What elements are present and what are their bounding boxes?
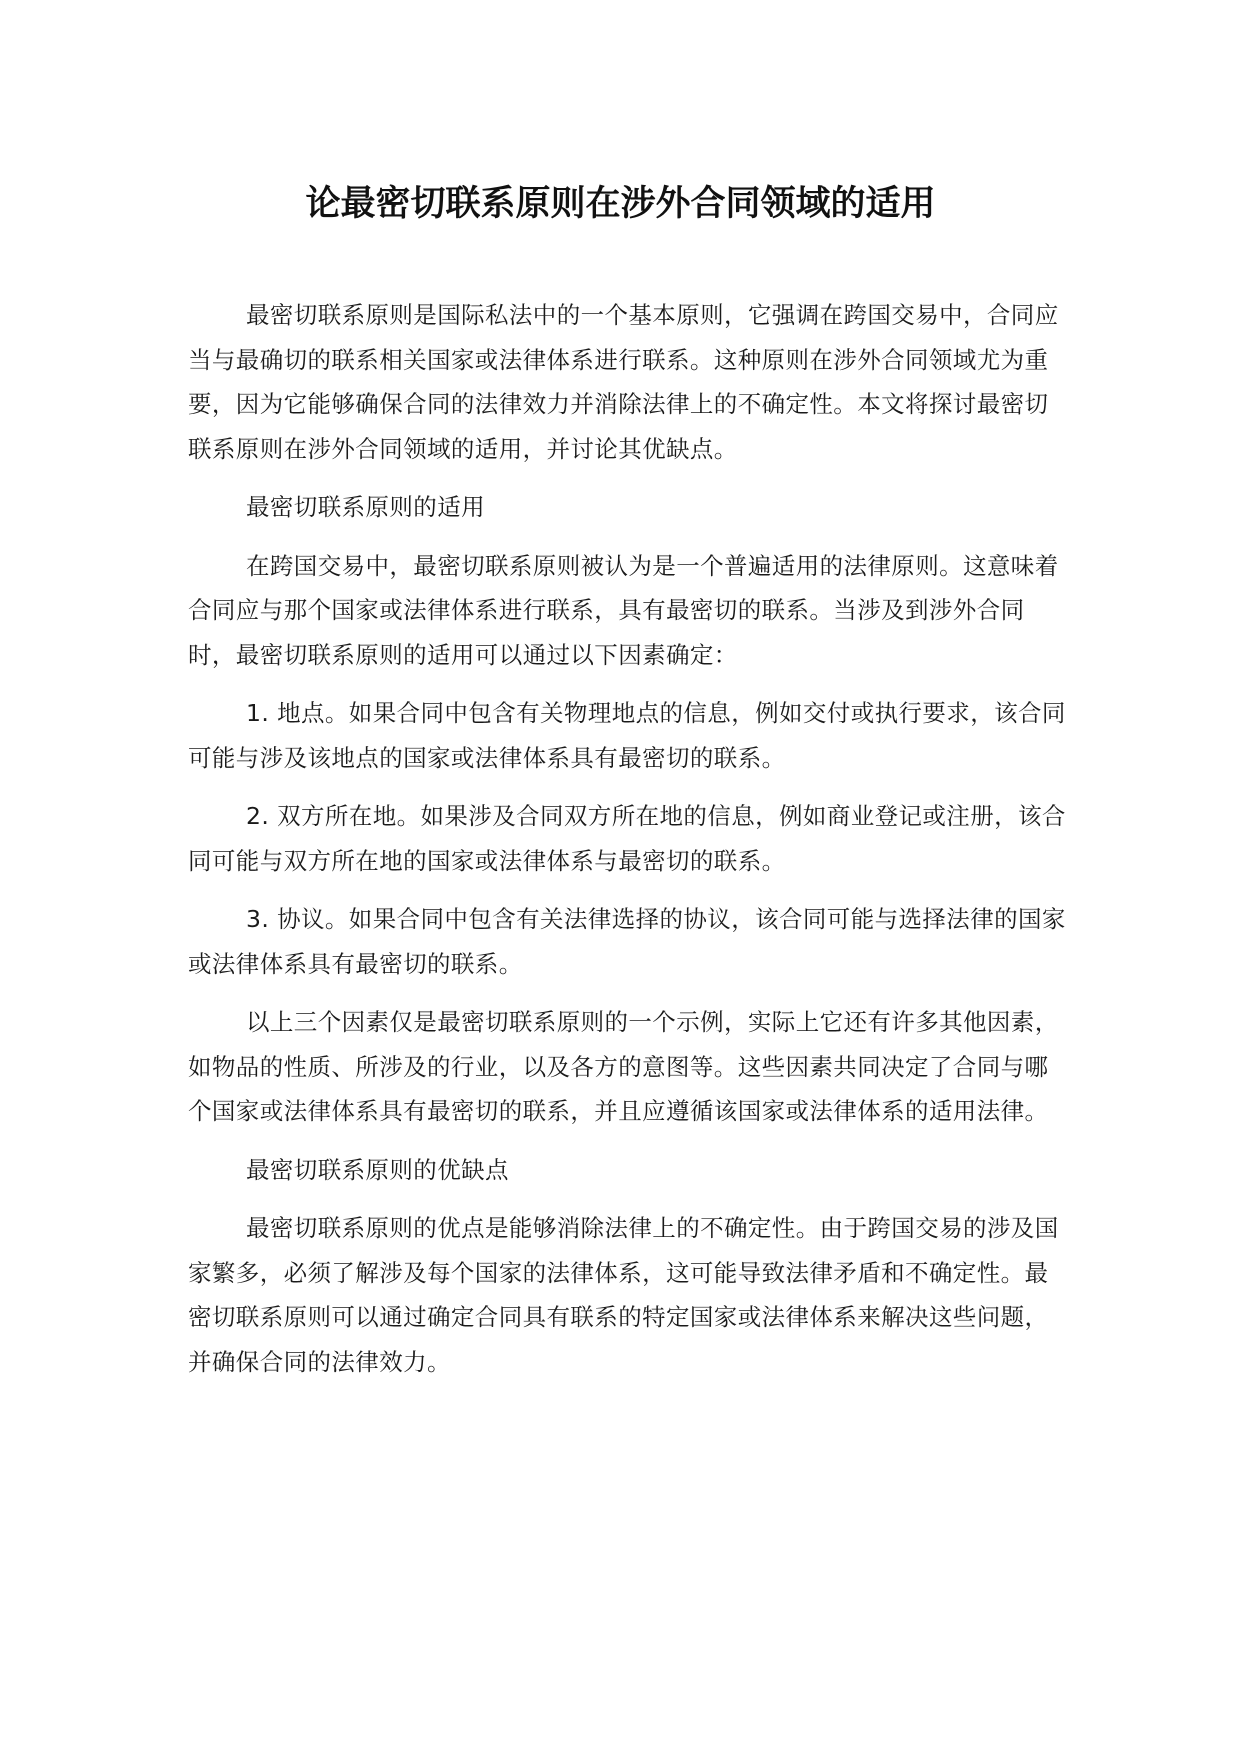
factor-agreement-paragraph: 3. 协议。如果合同中包含有关法律选择的协议，该合同可能与选择法律的国家或法律体系具有最密切的联系。: [188, 905, 1066, 978]
factor-location-paragraph: 1. 地点。如果合同中包含有关物理地点的信息，例如交付或执行要求，该合同可能与涉及该地点的国家或法律体系具有最密切的联系。: [188, 699, 1066, 772]
document-title: 论最密切联系原则在涉外合同领域的适用: [305, 184, 936, 224]
other-factors-paragraph: 以上三个因素仅是最密切联系原则的一个示例，实际上它还有许多其他因素，如物品的性质、所涉及的行业，以及各方的意图等。这些因素共同决定了合同与哪个国家或法律体系具有最密切的联系，并且应遵循该国家或法律体系的适用法律。: [188, 1008, 1059, 1125]
factor-parties-paragraph: 2. 双方所在地。如果涉及合同双方所在地的信息，例如商业登记或注册，该合同可能与双方所在地的国家或法律体系与最密切的联系。: [188, 802, 1066, 875]
document-body: [188, 293, 1068, 1398]
advantages-paragraph: 最密切联系原则的优点是能够消除法律上的不确定性。由于跨国交易的涉及国家繁多，必须了解涉及每个国家的法律体系，这可能导致法律矛盾和不确定性。最密切联系原则可以通过确定合同具有联系的特定国家或法律体系来解决这些问题，并确保合同的法律效力。: [188, 1214, 1059, 1376]
section-heading-pros-cons: 最密切联系原则的优缺点: [246, 1155, 509, 1184]
section-heading-application: 最密切联系原则的适用: [246, 493, 485, 521]
application-paragraph: 在跨国交易中，最密切联系原则被认为是一个普遍适用的法律原则。这意味着合同应与那个国家或法律体系进行联系，具有最密切的联系。当涉及到涉外合同时，最密切联系原则的适用可以通过以下因素确定：: [188, 551, 1059, 669]
intro-paragraph: 最密切联系原则是国际私法中的一个基本原则，它强调在跨国交易中，合同应当与最确切的联系相关国家或法律体系进行联系。这种原则在涉外合同领域尤为重要，因为它能够确保合同的法律效力并消除法律上的不确定性。本文将探讨最密切联系原则在涉外合同领域的适用，并讨论其优缺点。: [188, 301, 1059, 463]
